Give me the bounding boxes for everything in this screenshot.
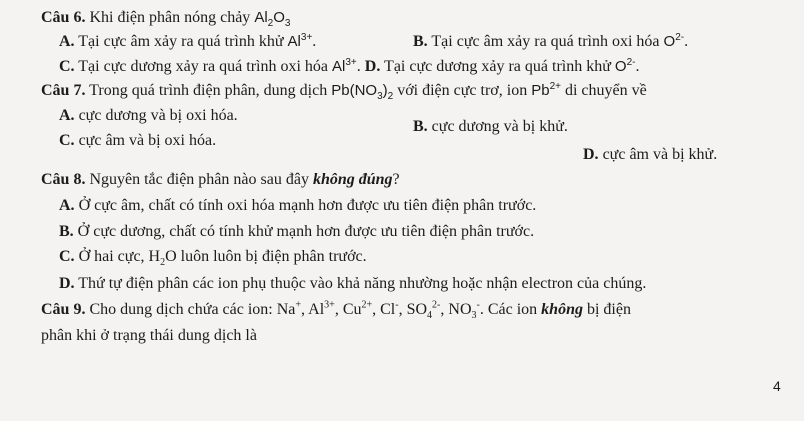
option-text: Ở hai cực, $H_2O$ luôn luôn bị điện phân trước. <box>78 248 367 269</box>
option-text: cực âm và bị khử. <box>602 146 718 163</box>
ion-formula: $O^{2-}$ <box>663 32 685 50</box>
option-label: B. <box>59 223 74 240</box>
option-text: cực dương và bị khử. <box>431 118 568 135</box>
option-label: A. <box>59 33 75 50</box>
option-label: D. <box>583 146 599 163</box>
ion-formula: $Pb^{2+}$ <box>531 81 561 99</box>
q6-option-b[interactable]: B. Tại cực âm xảy ra quá trình oxi hóa $O^{2-}$. <box>413 32 689 50</box>
option-text: cực âm và bị oxi hóa. <box>78 132 217 149</box>
q7-option-b[interactable] <box>413 117 568 137</box>
q8-label: Câu 8. <box>41 171 86 188</box>
q7-option-c[interactable] <box>59 131 216 151</box>
q8-option-d[interactable] <box>59 274 646 294</box>
option-text: Tại cực âm xảy ra quá trình khử <box>78 33 288 50</box>
option-label: B. <box>413 33 428 50</box>
ion-formula: $Al^{3+}$ <box>287 32 313 50</box>
option-text: cực dương và bị oxi hóa. <box>78 107 238 124</box>
q9-label: Câu 9. <box>41 301 86 318</box>
ion-formula: $O^{2-}$ <box>614 57 636 75</box>
q8-emphasis: không đúng <box>312 171 393 188</box>
q6-stem-text: Khi điện phân nóng chảy <box>89 9 255 26</box>
option-label: D. <box>364 58 381 75</box>
q6-formula: $Al_2O_3$ <box>254 9 291 29</box>
option-label: C. <box>59 132 75 149</box>
q7-stem: Câu 7. Trong quá trình điện phân, dung dịch $Pb(NO_3)_2$ với điện cực trơ, ion $Pb^{2+}$ di chuyển về <box>41 81 647 102</box>
option-text: Tại cực dương xảy ra quá trình oxi hóa <box>78 58 333 75</box>
option-text: Tại cực âm xảy ra quá trình oxi hóa <box>431 33 664 50</box>
option-label: A. <box>59 107 75 124</box>
q6-stem <box>41 8 290 28</box>
option-text: Thứ tự điện phân các ion phụ thuộc vào khả năng nhường hoặc nhận electron của chúng. <box>78 275 647 292</box>
option-label: D. <box>59 275 75 292</box>
q6-option-c[interactable]: C. Tại cực dương xảy ra quá trình oxi hóa $Al^{3+}$. D. Tại cực dương xảy ra quá trình khử $O^{2-}$. <box>59 57 640 75</box>
q6-option-a[interactable]: A. Tại cực âm xảy ra quá trình khử $Al^{3+}$. <box>59 32 317 50</box>
q8-option-c[interactable] <box>59 247 367 267</box>
q8-stem: Câu 8. Nguyên tắc điện phân nào sau đây không đúng? <box>41 171 400 188</box>
q7-formula: $Pb(NO_3)_2$ <box>331 82 394 102</box>
q8-option-b[interactable] <box>59 222 534 242</box>
q9-stem-line2: phân khi ở trạng thái dung dịch là <box>41 327 257 344</box>
q6-label: Câu 6. <box>41 9 86 26</box>
ion-formula: $Al^{3+}$ <box>332 57 357 75</box>
q7-label: Câu 7. <box>41 82 86 99</box>
option-label: C. <box>59 58 75 75</box>
q9-stem: Câu 9. Cho dung dịch chứa các ion: Na+, $Al^{3+}$, $Cu^{2+}$, Cl-, $SO_4^{2-}$, $NO_3^-$. Các ion không bị điện <box>41 299 631 322</box>
page-number: 4 <box>773 378 781 394</box>
option-label: C. <box>59 248 75 265</box>
option-text: Tại cực dương xảy ra quá trình khử <box>384 58 615 75</box>
option-text: Ở cực âm, chất có tính oxi hóa mạnh hơn được ưu tiên điện phân trước. <box>78 197 537 214</box>
q9-emphasis: không <box>541 301 583 318</box>
ion-list: Na+, $Al^{3+}$, $Cu^{2+}$, Cl-, $SO_4^{2-}$, $NO_3^-$ <box>276 299 480 322</box>
option-text: Ở cực dương, chất có tính khử mạnh hơn được ưu tiên điện phân trước. <box>77 223 535 240</box>
q7-option-a[interactable] <box>59 106 238 126</box>
q7-option-d[interactable] <box>583 145 717 165</box>
option-label: B. <box>413 118 428 135</box>
q8-option-a[interactable] <box>59 196 536 216</box>
option-label: A. <box>59 197 75 214</box>
